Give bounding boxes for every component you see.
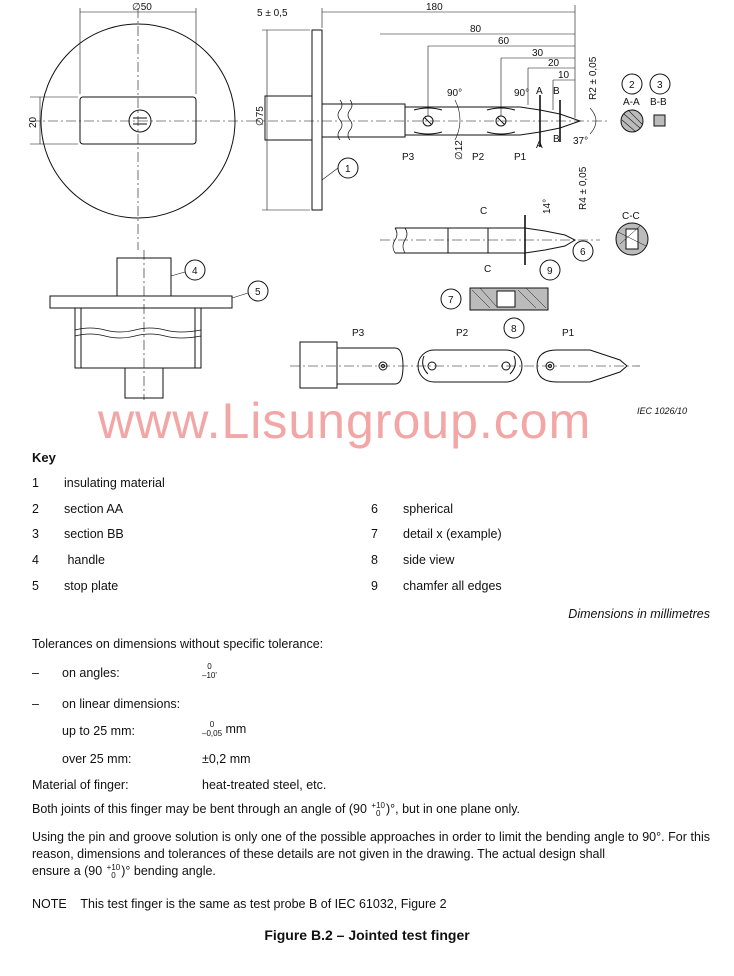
dim-d20: 20 — [28, 116, 39, 128]
callout-5: 5 — [255, 287, 261, 298]
stop-plate-side — [312, 30, 322, 210]
dim-d20b: 20 — [548, 58, 560, 69]
label-p2: P2 — [472, 152, 485, 163]
key-item: 4 handle — [32, 553, 106, 567]
key-item: 8 side view — [371, 553, 455, 567]
callout-7: 7 — [448, 295, 454, 306]
callout-4: 4 — [192, 266, 198, 277]
callout-3: 3 — [657, 80, 663, 91]
dim-ang90b: 90° — [514, 88, 530, 99]
dim-ang14: 14° — [542, 198, 553, 214]
dim-d30: 30 — [532, 48, 544, 59]
design-paragraph: Using the pin and groove solution is only one of the possible approaches in order to limit the bending angle to 90°. For this reason, dimensions and tolerances of these details are not given in the drawing. The actual design shall ensure a (90 +10 0 )° bending angle. — [32, 830, 710, 880]
dim-d10: 10 — [558, 70, 570, 81]
iec-reference: IEC 1026/10 — [637, 406, 688, 416]
key-item: 7 detail x (example) — [371, 527, 502, 541]
label-p2-exploded: P2 — [456, 328, 469, 339]
tolerance-angles-value: 0 –10' — [202, 662, 217, 680]
label-p3-exploded: P3 — [352, 328, 365, 339]
label-p3: P3 — [402, 152, 415, 163]
label-p1: P1 — [514, 152, 527, 163]
callout-9: 9 — [547, 266, 553, 277]
callout-1: 1 — [345, 164, 351, 175]
dim-d12: ∅12 — [454, 140, 465, 160]
tolerance-linear-label: on linear dimensions: — [62, 697, 181, 711]
key-title: Key — [32, 450, 56, 465]
dim-ang90a: 90° — [447, 88, 463, 99]
bend-paragraph: Both joints of this finger may be bent through an angle of (90 +10 0 )°, but in one plane only. — [32, 800, 521, 818]
tolerance-upto-value: 0 –0,05 mm — [202, 720, 247, 738]
label-p1-exploded: P1 — [562, 328, 575, 339]
watermark: www.Lisungroup.com — [98, 393, 592, 449]
dim-d75: ∅75 — [255, 106, 266, 126]
tolerance-upto-label: up to 25 mm: — [62, 724, 135, 738]
callout-2: 2 — [629, 80, 635, 91]
key-item: 1 insulating material — [32, 476, 165, 490]
label-b-bot: B — [553, 134, 560, 145]
dim-r4: R4 ± 0,05 — [578, 166, 589, 210]
dimensions-note: Dimensions in millimetres — [568, 607, 710, 621]
dim-r2: R2 ± 0,05 — [588, 56, 599, 100]
dim-d60: 60 — [498, 36, 510, 47]
key-item: 9 chamfer all edges — [371, 579, 502, 593]
label-b-top: B — [553, 86, 560, 97]
tolerance-over-label: over 25 mm: — [62, 752, 132, 766]
key-item: 3 section BB — [32, 527, 124, 541]
callout-6: 6 — [580, 247, 586, 258]
label-a-bot: A — [536, 140, 543, 151]
key-item: 2 section AA — [32, 502, 124, 516]
key-item: 6 spherical — [371, 502, 454, 516]
label-c-bot: C — [484, 264, 492, 275]
technical-drawing — [0, 0, 734, 440]
tolerances-heading: Tolerances on dimensions without specific tolerance: — [32, 637, 324, 651]
tolerance-angles-label: on angles: — [62, 666, 120, 680]
note: NOTE This test finger is the same as test probe B of IEC 61032, Figure 2 — [32, 897, 447, 911]
label-a-top: A — [536, 86, 543, 97]
label-section-cc: C-C — [622, 211, 640, 222]
label-section-aa: A-A — [623, 97, 640, 108]
dim-d5: 5 ± 0,5 — [257, 8, 288, 19]
material-label: Material of finger: — [32, 778, 129, 792]
label-c-top: C — [480, 206, 488, 217]
dim-d80: 80 — [470, 24, 482, 35]
key-item: 5 stop plate — [32, 579, 119, 593]
dim-ang37: 37° — [573, 136, 589, 147]
dim-d50: ∅50 — [132, 2, 152, 13]
tolerance-dash: – — [32, 697, 39, 711]
figure-title: Figure B.2 – Jointed test finger — [264, 927, 470, 943]
dim-d180: 180 — [426, 2, 443, 13]
tolerance-dash: – — [32, 666, 39, 680]
tolerance-over-value: ±0,2 mm — [202, 752, 251, 766]
label-section-bb: B-B — [650, 97, 667, 108]
material-value: heat-treated steel, etc. — [202, 778, 327, 792]
callout-8: 8 — [511, 324, 517, 335]
